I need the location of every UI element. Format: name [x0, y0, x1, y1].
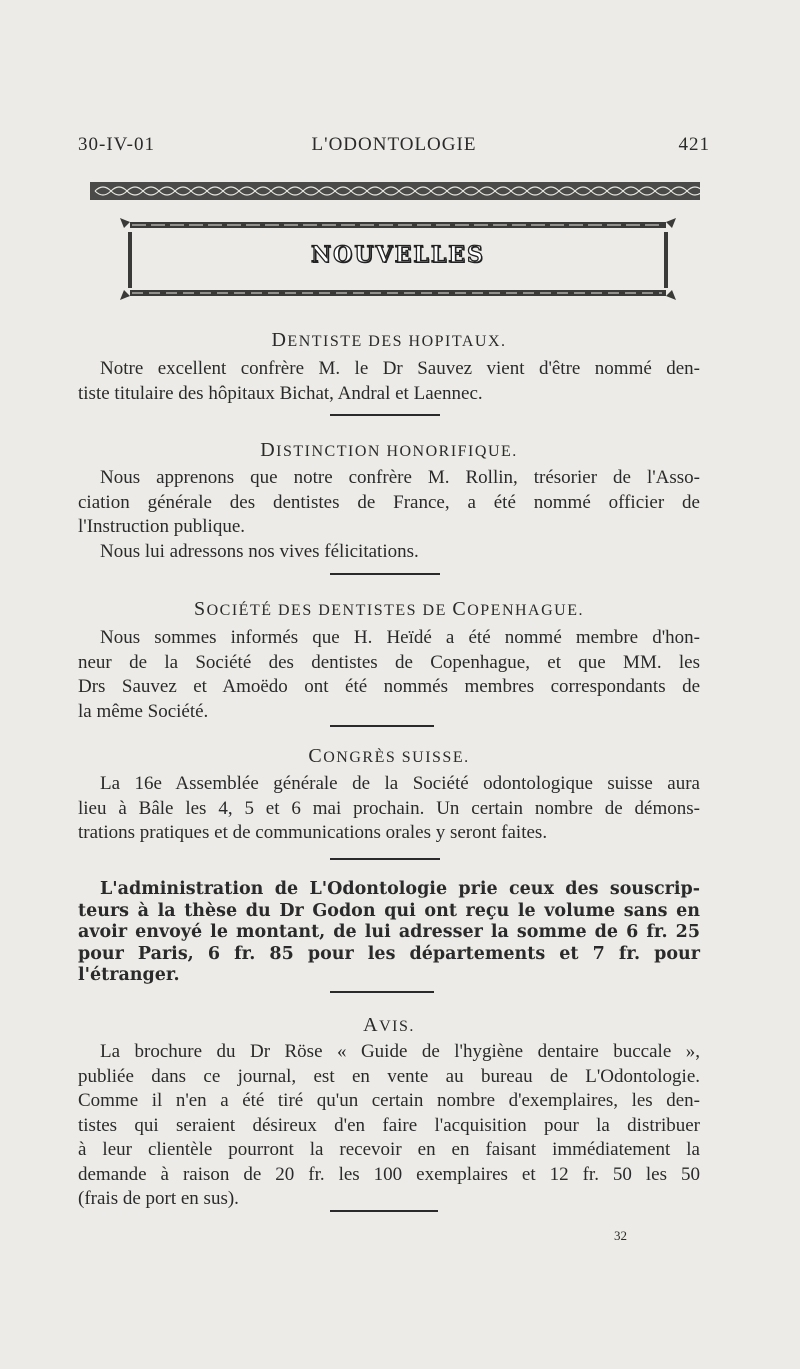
paragraph-congres: La 16e Assemblée générale de la Société odontologique suisse aura lieu à Bâle les 4, 5 et 6 mai prochain. Un certain nombre de démons- trations pratiques et de communications orales y seront faites. [78, 773, 700, 843]
section-title-dentiste: DENTISTE DES HOPITAUX. [271, 329, 507, 351]
ornament-band [90, 180, 700, 202]
paragraph-avis: La brochure du Dr Röse « Guide de l'hygiène dentaire buccale », publiée dans ce journal, est en vente au bureau de L'Odontologie. Comme il n'en a été tiré qu'un certain nombre d'exemplaires, les den- tistes qui seraient désireux d'en faire l'acquisition pour la distribuer à leur clientèle pourront la recevoir en en faisant immédiatement la demande à raison de 20 fr. les 100 exemplaires et 12 fr. 50 les 50 (frais de port en sus). [78, 1041, 700, 1209]
header-journal-title: L'ODONTOLOGIE [311, 134, 477, 155]
paragraph-copenhague: Nous sommes informés que H. Heïdé a été nommé membre d'hon- neur de la Société des dentistes de Copenhague, et que MM. les Drs Sauvez et Amoëdo ont été nommés membres correspondants de la même Société. [78, 627, 700, 722]
title-banner [118, 214, 678, 304]
section-title-congres: CONGRÈS SUISSE. [308, 745, 470, 767]
section-divider [330, 858, 440, 860]
section-divider [330, 573, 440, 575]
administration-notice: L'administration de L'Odontologie prie ceux des souscrip- teurs à la thèse du Dr Godon qui ont reçu le volume sans en avoir envoyé le montant, de lui adresser la somme de 6 fr. 25 pour Paris, 6 fr. 85 pour les départements et 7 fr. pour l'étranger. [78, 879, 700, 985]
section-divider [330, 1210, 438, 1212]
signature-mark: 32 [614, 1228, 627, 1243]
section-title-avis: AVIS. [363, 1014, 415, 1036]
section-title-distinction: DISTINCTION HONORIFIQUE. [260, 439, 518, 461]
paragraph-distinction: Nous apprenons que notre confrère M. Rollin, trésorier de l'Asso- ciation générale des dentistes de France, a été nommé officier de l'Instruction publique. Nous lui adressons nos vives félicitations. [78, 467, 700, 562]
section-divider [330, 725, 434, 727]
section-heading-nouvelles: NOUVELLES [311, 242, 485, 268]
section-title-copenhague: SOCIÉTÉ DES DENTISTES DE COPENHAGUE. [193, 598, 584, 620]
running-head [78, 134, 710, 158]
header-page-number: 421 [678, 134, 710, 155]
paragraph-dentiste: Notre excellent confrère M. le Dr Sauvez vient d'être nommé den- tiste titulaire des hôpitaux Bichat, Andral et Laennec. [78, 358, 700, 404]
header-date: 30-IV-01 [78, 134, 155, 155]
section-divider [330, 991, 434, 993]
section-divider [330, 414, 440, 416]
